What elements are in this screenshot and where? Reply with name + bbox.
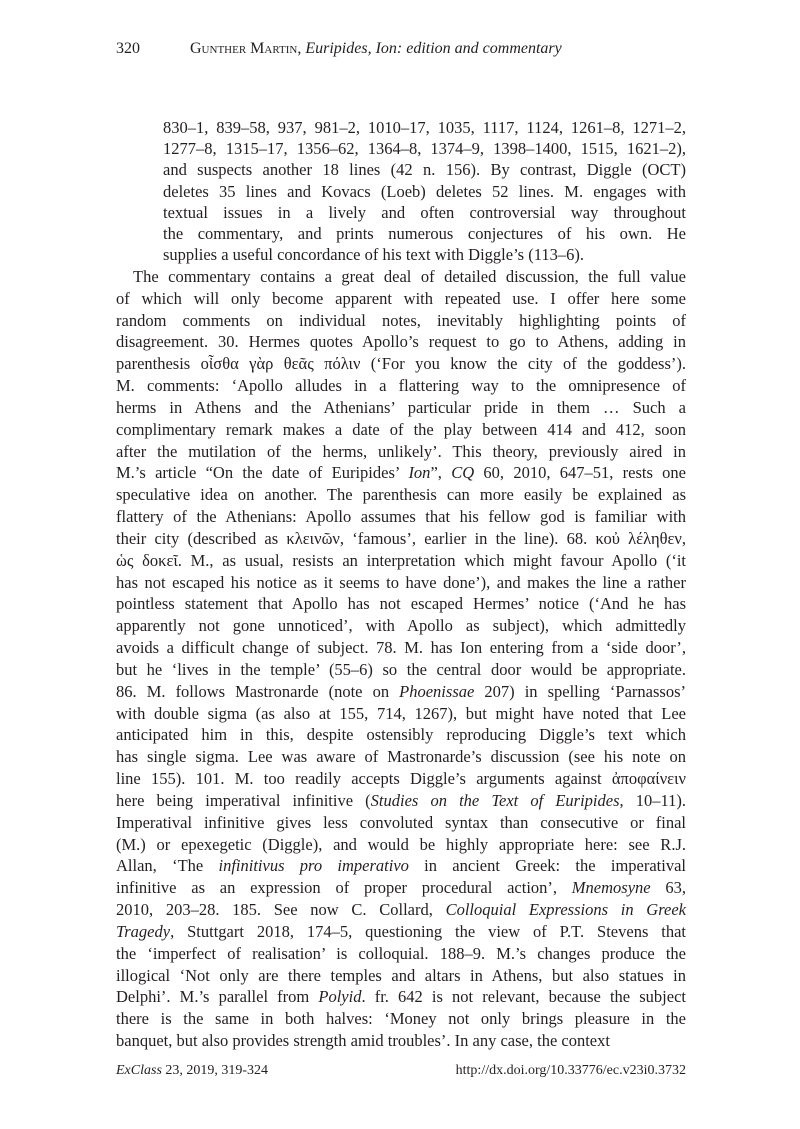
italic-text: CQ: [451, 463, 475, 483]
text-segment: the ‘imperfect of realisation’ is colloquial. 188–9. M.’s changes produce the: [116, 943, 686, 963]
text-line: [116, 768, 686, 790]
text-segment: random comments on individual notes, inevitably highlighting points of: [116, 310, 686, 330]
text-line: [116, 724, 686, 746]
text-line: [163, 181, 686, 202]
text-line: [116, 288, 686, 310]
text-segment: ”,: [430, 463, 452, 483]
header-separator: ,: [297, 40, 306, 57]
text-segment: complimentary remark makes a date of the play between 414 and 412, soon: [116, 419, 686, 439]
text-line: [116, 1030, 686, 1052]
text-line: [116, 637, 686, 659]
italic-text: Colloquial Expressions in Greek: [445, 900, 686, 920]
text-segment: has single sigma. Lee was aware of Mastronarde’s discussion (see his note on: [116, 747, 686, 767]
text-segment: M.’s article “On the date of Euripides’: [116, 463, 409, 483]
text-segment: with double sigma (as also at 155, 714, 1267), but might have noted that Lee: [116, 703, 686, 723]
text-line: [116, 703, 686, 725]
text-line: [116, 899, 686, 921]
text-segment: 1277–8, 1315–17, 1356–62, 1364–8, 1374–9, 1398–1400, 1515, 1621–2),: [163, 139, 686, 159]
text-line: [116, 1008, 686, 1030]
italic-text: Phoenissae: [399, 681, 475, 701]
text-line: [116, 834, 686, 856]
text-line: [116, 790, 686, 812]
italic-text: infinitivus pro imperativo: [218, 856, 409, 876]
footer-doi-link[interactable]: http://dx.doi.org/10.33776/ec.v23i0.3732: [455, 1063, 686, 1078]
text-segment: there is the same in both halves: ‘Money not only brings pleasure in the: [116, 1009, 686, 1029]
body-paragraph: [116, 266, 686, 1052]
text-segment: 63,: [650, 878, 686, 898]
text-segment: has not escaped his notice as it seems to have done’), and makes the line a rather: [116, 572, 686, 592]
text-segment: line 155). 101. M. too readily accepts Diggle’s arguments against ἀποφαίνειν: [116, 769, 686, 789]
text-segment: disagreement. 30. Hermes quotes Apollo’s request to go to Athens, adding in: [116, 332, 686, 352]
text-line: [163, 159, 686, 180]
footer-citation: [116, 1063, 268, 1079]
text-segment: 86. M. follows Mastronarde (note on: [116, 681, 400, 701]
italic-text: Polyid: [318, 987, 362, 1007]
text-line: [116, 593, 686, 615]
text-segment: avoids a difficult change of subject. 78. M. has Ion entering from a ‘side door’,: [116, 638, 686, 658]
text-line: [116, 310, 686, 332]
italic-text: Tragedy: [116, 921, 171, 941]
text-line: [163, 117, 686, 138]
text-segment: banquet, but also provides strength amid troubles’. In any case, the context: [116, 1030, 610, 1050]
text-line: [116, 550, 686, 572]
text-segment: of which will only become apparent with repeated use. I offer here some: [116, 288, 686, 308]
text-segment: (M.) or epexegetic (Diggle), and would be highly appropriate here: see R.J.: [116, 834, 686, 854]
text-line: [163, 202, 686, 223]
text-line: [163, 138, 686, 159]
text-line: [116, 441, 686, 463]
text-segment: supplies a useful concordance of his text with Diggle’s (113–6).: [163, 245, 584, 265]
text-segment: apparently not gone unnoticed’, with Apollo as subject), which admittedly: [116, 616, 686, 636]
text-segment: 60, 2010, 647–51, rests one: [474, 463, 687, 483]
text-line: [163, 244, 686, 265]
italic-text: Ion: [408, 463, 431, 483]
text-segment: deletes 35 lines and Kovacs (Loeb) deletes 52 lines. M. engages with: [163, 181, 686, 201]
text-line: [116, 506, 686, 528]
text-line: [116, 615, 686, 637]
text-segment: anticipated him in this, despite ostensibly reproducing Diggle’s text which: [116, 725, 686, 745]
text-segment: pointless statement that Apollo has not escaped Hermes’ notice (‘And he has: [116, 594, 686, 614]
text-line: [116, 375, 686, 397]
text-line: [116, 812, 686, 834]
text-segment: here being imperatival infinitive (: [116, 790, 371, 810]
text-segment: M. comments: ‘Apollo alludes in a flattering way to the omnipresence of: [116, 376, 686, 396]
text-line: [163, 223, 686, 244]
text-line: [116, 921, 686, 943]
italic-text: Studies on the Text of Euripides: [370, 790, 620, 810]
text-segment: their city (described as κλεινῶν, ‘famous’, earlier in the line). 68. κοὐ λέληθεν,: [116, 528, 686, 548]
text-segment: 207) in spelling ‘Parnassos’: [474, 681, 686, 701]
text-segment: 2010, 203–28. 185. See now C. Collard,: [116, 900, 446, 920]
text-line: [116, 353, 686, 375]
page-number: 320: [116, 40, 140, 57]
text-line: [116, 681, 686, 703]
text-segment: herms in Athens and the Athenians’ particular pride in them … Such a: [116, 397, 686, 417]
text-line: [116, 528, 686, 550]
footer-journal: ExClass: [116, 1063, 162, 1078]
text-segment: The commentary contains a great deal of detailed discussion, the full value: [133, 267, 686, 286]
text-line: [116, 943, 686, 965]
text-line: [116, 462, 686, 484]
text-line: [116, 659, 686, 681]
text-line: [116, 484, 686, 506]
text-segment: and suspects another 18 lines (42 n. 156). By contrast, Diggle (OCT): [163, 160, 686, 180]
text-line: [116, 397, 686, 419]
text-segment: speculative idea on another. The parenthesis can more easily be explained as: [116, 485, 686, 505]
text-line: [116, 746, 686, 768]
text-segment: but he ‘lives in the temple’ (55–6) so the central door would be appropriate.: [116, 659, 686, 679]
text-segment: illogical ‘Not only are there temples and altars in Athens, but also statues in: [116, 965, 686, 985]
running-header: [116, 40, 562, 58]
text-segment: the commentary, and prints numerous conjectures of his own. He: [163, 223, 686, 243]
footer-volume: 23, 2019, 319-324: [161, 1063, 269, 1078]
header-author: Gunther Martin: [190, 40, 298, 57]
text-segment: . fr. 642 is not relevant, because the subject: [361, 987, 686, 1007]
text-line: [116, 331, 686, 353]
text-line: [116, 419, 686, 441]
text-line: [116, 572, 686, 594]
header-title: Euripides, Ion: edition and commentary: [305, 40, 562, 57]
italic-text: Mnemosyne: [571, 878, 651, 898]
text-segment: , Stuttgart 2018, 174–5, questioning the view of P.T. Stevens that: [170, 921, 686, 941]
text-segment: parenthesis οἶσθα γὰρ θεᾶς πόλιν (‘For you know the city of the goddess’).: [116, 354, 686, 374]
text-line: [116, 266, 686, 288]
text-segment: ὡς δοκεῖ. M., as usual, resists an interpretation which might favour Apollo (‘it: [116, 550, 686, 570]
text-segment: after the mutilation of the herms, unlikely’. This theory, previously aired in: [116, 441, 686, 461]
text-segment: infinitive as an expression of proper procedural action’,: [116, 878, 572, 898]
text-segment: 830–1, 839–58, 937, 981–2, 1010–17, 1035, 1117, 1124, 1261–8, 1271–2,: [163, 118, 686, 137]
text-segment: Delphi’. M.’s parallel from: [116, 987, 319, 1007]
text-line: [116, 986, 686, 1008]
text-segment: textual issues in a lively and often controversial way throughout: [163, 202, 686, 222]
text-segment: flattery of the Athenians: Apollo assumes that his fellow god is familiar with: [116, 507, 686, 527]
text-segment: Allan, ‘The: [116, 856, 219, 876]
text-line: [116, 877, 686, 899]
text-segment: in ancient Greek: the imperatival: [408, 856, 686, 876]
block-quote: [163, 117, 686, 265]
text-segment: Imperatival infinitive gives less convoluted syntax than consecutive or final: [116, 812, 686, 832]
footer: [116, 1063, 686, 1079]
text-segment: , 10–11).: [619, 790, 687, 810]
text-line: [116, 965, 686, 987]
text-line: [116, 855, 686, 877]
